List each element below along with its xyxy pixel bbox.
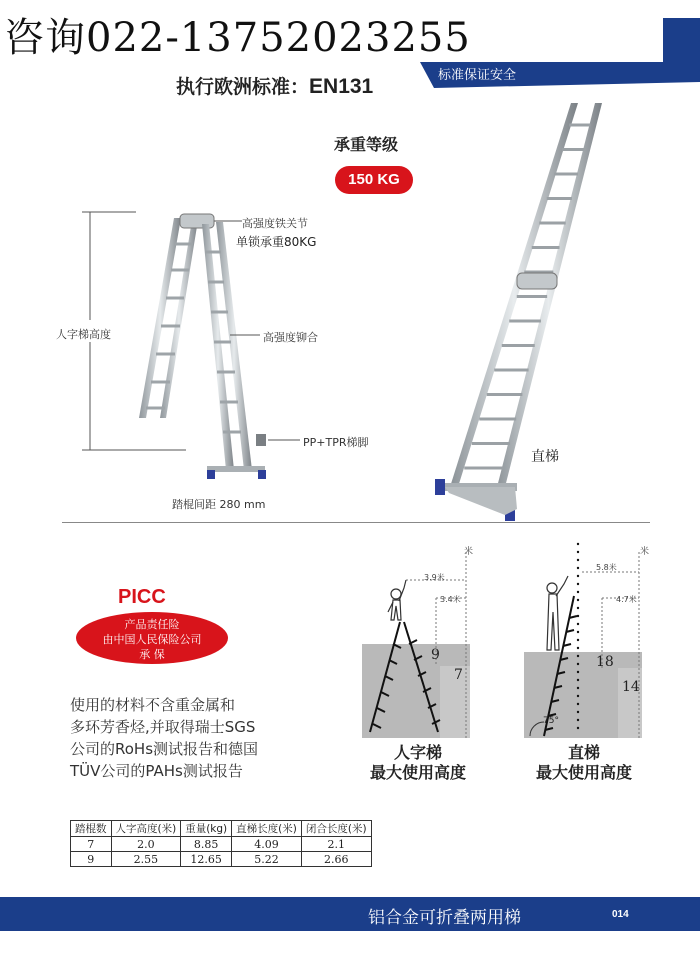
standard-line	[176, 72, 373, 99]
plumb-dot	[577, 671, 579, 673]
label-height: 人字梯高度	[56, 328, 111, 341]
plumb-dot	[577, 623, 579, 625]
header-rungs: 踏棍数	[71, 821, 112, 837]
straight-height-diagram	[522, 540, 662, 740]
env-line-1: 使用的材料不含重金属和	[70, 696, 236, 714]
cell: 2.55	[111, 852, 181, 867]
standard-prefix: 执行欧洲标准：	[176, 76, 310, 98]
plumb-dot	[577, 551, 579, 553]
plumb-dot	[577, 687, 579, 689]
label-feet: PP+TPR梯脚	[303, 436, 369, 449]
table-row	[71, 837, 372, 852]
straight-rungs-1: 18	[596, 654, 614, 670]
header-closed-length: 闭合长度(米)	[301, 821, 371, 837]
env-line-4: TÜV公司的PAHs测试报告	[70, 762, 243, 780]
a-frame-rungs-1: 9	[431, 647, 440, 663]
band-text: 标准保证安全	[438, 68, 517, 83]
plumb-dot	[577, 663, 579, 665]
section-divider	[62, 522, 650, 523]
page-number: 014	[612, 909, 629, 920]
label-rivet: 高强度铆合	[263, 331, 318, 344]
header-straight-length: 直梯长度(米)	[232, 821, 302, 837]
plumb-dot	[577, 703, 579, 705]
env-line-3: 公司的RoHs测试报告和德国	[70, 740, 259, 758]
straight-rungs-2: 14	[622, 679, 640, 695]
plumb-dot	[577, 679, 579, 681]
straight-caption-2: 最大使用高度	[535, 763, 632, 782]
straight-ladder-label: 直梯	[531, 449, 559, 465]
plumb-dot	[577, 639, 579, 641]
a-frame-rungs-2: 7	[454, 667, 463, 683]
plumb-dot	[577, 655, 579, 657]
a-frame-caption-1: 人字梯	[393, 743, 442, 762]
plumb-dot	[577, 711, 579, 713]
plumb-dot	[577, 591, 579, 593]
plumb-dot	[577, 567, 579, 569]
spec-table	[70, 820, 372, 867]
phone-number: 咨询022-13752023255	[4, 15, 471, 61]
cell: 9	[71, 852, 112, 867]
plumb-dot	[577, 575, 579, 577]
cell: 2.0	[111, 837, 181, 852]
picc-title: PICC	[118, 586, 166, 608]
load-grade-title: 承重等级	[334, 135, 399, 154]
picc-line-1: 产品责任险	[124, 618, 180, 631]
table-row	[71, 852, 372, 867]
a-frame-reach-1: 3.9米	[424, 573, 445, 582]
cell: 2.1	[301, 837, 371, 852]
plumb-dot	[577, 599, 579, 601]
picc-line-3: 承 保	[139, 648, 165, 661]
header-a-height: 人字高度(米)	[111, 821, 181, 837]
label-rung-spacing: 踏棍间距 280 mm	[172, 498, 266, 511]
a-frame-caption-2: 最大使用高度	[369, 763, 466, 782]
cell: 8.85	[181, 837, 232, 852]
env-line-2: 多环芳香烃,并取得瑞士SGS	[70, 718, 256, 736]
plumb-dot	[577, 695, 579, 697]
header-weight: 重量(kg)	[181, 821, 232, 837]
cell: 12.65	[181, 852, 232, 867]
picc-line-2: 由中国人民保险公司	[102, 633, 202, 646]
plumb-dot	[577, 727, 579, 729]
label-joint-load: 单锁承重80KG	[236, 235, 317, 249]
cell: 5.22	[232, 852, 302, 867]
load-grade-badge: 150 KG	[335, 166, 413, 194]
a-frame-unit: 米	[464, 547, 474, 557]
straight-ladder-image	[425, 95, 615, 525]
plumb-dot	[577, 647, 579, 649]
straight-angle: 75°	[543, 716, 559, 726]
label-joint: 高强度铁关节	[242, 217, 308, 230]
plumb-dot	[577, 719, 579, 721]
footer-band	[0, 897, 700, 931]
plumb-dot	[577, 559, 579, 561]
plumb-dot	[577, 583, 579, 585]
table-header-row	[71, 821, 372, 837]
straight-reach-2: 4.7米	[616, 595, 637, 604]
standard-code: EN131	[309, 75, 374, 98]
cell: 4.09	[232, 837, 302, 852]
plumb-dot	[577, 607, 579, 609]
footer-title: 铝合金可折叠两用梯	[368, 908, 521, 928]
straight-reach-1: 5.8米	[596, 563, 617, 572]
a-frame-height-diagram	[360, 540, 500, 740]
plumb-dot	[577, 631, 579, 633]
straight-caption-1: 直梯	[567, 743, 600, 762]
cell: 2.66	[301, 852, 371, 867]
cell: 7	[71, 837, 112, 852]
straight-unit: 米	[640, 547, 650, 557]
a-frame-reach-2: 3.4米	[440, 595, 461, 604]
plumb-dot	[577, 543, 579, 545]
